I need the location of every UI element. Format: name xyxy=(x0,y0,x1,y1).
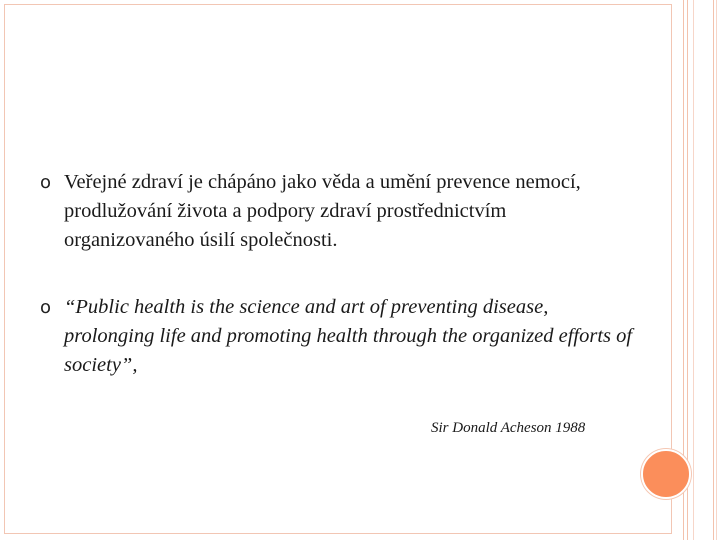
slide-frame xyxy=(4,4,672,534)
decorative-line xyxy=(713,0,714,540)
bullet-czech-definition xyxy=(40,168,640,255)
decorative-line xyxy=(693,0,694,540)
bullet-text: Veřejné zdraví je chápáno jako věda a umění prevence nemocí, prodlužování života a podpory zdraví prostřednictvím organizovaného úsilí společnosti. xyxy=(64,171,581,251)
decorative-line xyxy=(687,0,688,540)
bullet-marker-icon: o xyxy=(40,297,52,318)
bullet-text: “Public health is the science and art of preventing disease, prolonging life and promoting health through the organized efforts of society”, xyxy=(64,296,633,376)
decorative-line xyxy=(716,0,717,540)
decorative-circle xyxy=(641,449,691,499)
quote-attribution: Sir Donald Acheson 1988 xyxy=(431,420,586,436)
bullet-english-quote xyxy=(40,293,640,380)
bullet-marker-icon: o xyxy=(40,172,52,193)
